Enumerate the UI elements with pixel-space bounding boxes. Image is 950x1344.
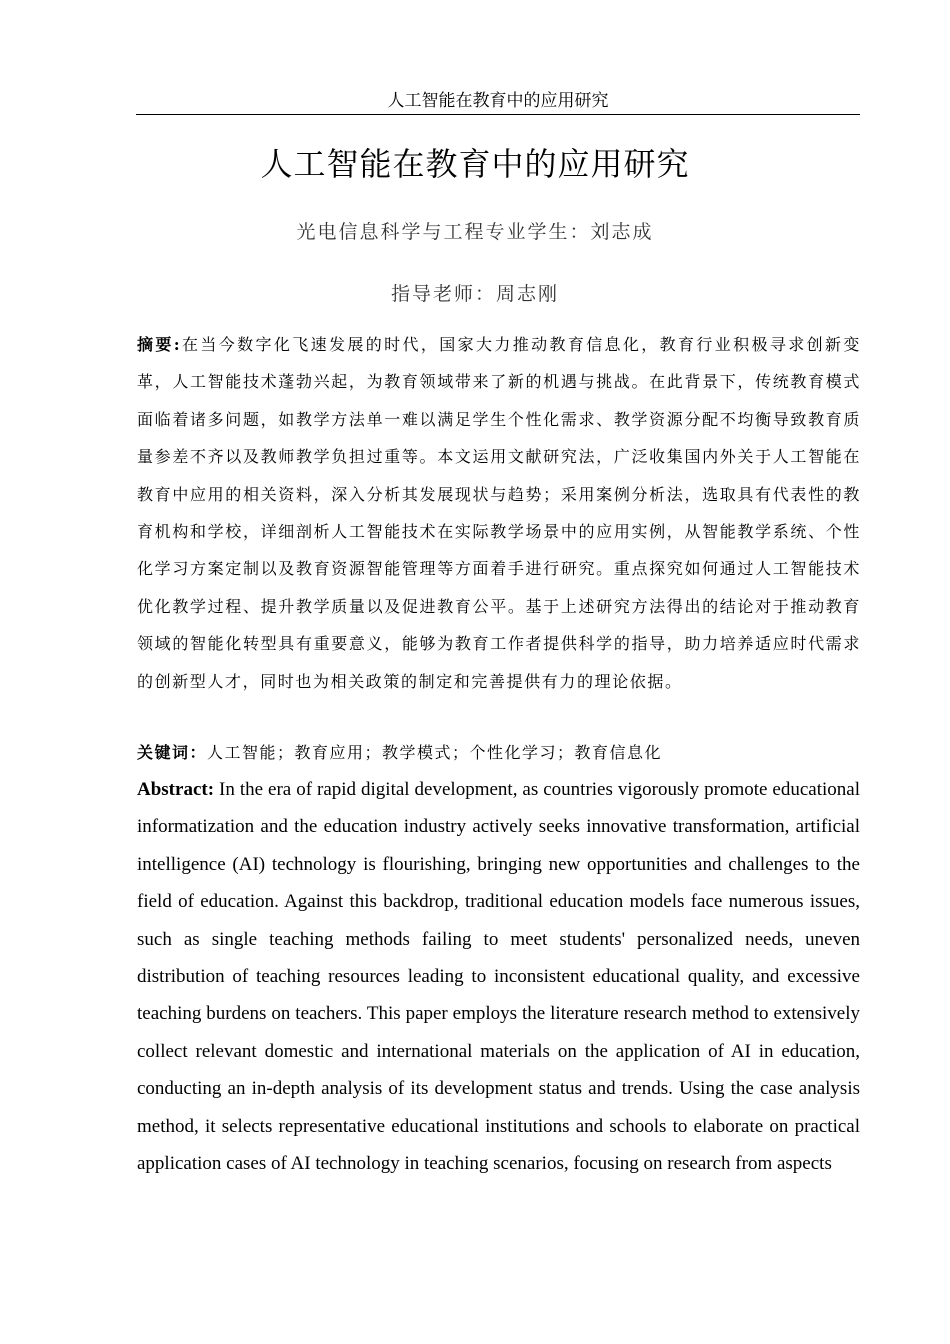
- paper-title: 人工智能在教育中的应用研究: [260, 145, 690, 183]
- advisor-line: 指导老师：周志刚: [390, 283, 559, 305]
- chinese-abstract-text: 在当今数字化飞速发展的时代，国家大力推动教育信息化，教育行业积极寻求创新变革，人工智能技术蓬勃兴起，为教育领域带来了新的机遇与挑战。在此背景下，传统教育模式面临着诸多问题，如教学方法单一难以满足学生个性化需求、教学资源分配不均衡导致教育质量参差不齐以及教师教学负担过重等。本文运用文献研究法，广泛收集国内外关于人工智能在教育中应用的相关资料，深入分析其发展现状与趋势；采用案例分析法，选取具有代表性的教育机构和学校，详细剖析人工智能技术在实际教学场景中的应用实例，从智能教学系统、个性化学习方案定制以及教育资源智能管理等方面着手进行研究。重点探究如何通过人工智能技术优化教学过程、提升教学质量以及促进教育公平。基于上述研究方法得出的结论对于推动教育领域的智能化转型具有重要意义，能够为教育工作者提供科学的指导，助力培养适应时代需求的创新型人才，同时也为相关政策的制定和完善提供有力的理论依据。: [137, 335, 861, 691]
- english-abstract: [137, 771, 860, 1182]
- keywords-text: 人工智能；教育应用；教学模式；个性化学习；教育信息化: [207, 743, 663, 762]
- chinese-abstract-label: 摘要:: [137, 335, 182, 354]
- english-abstract-text: In the era of rapid digital development, as countries vigorously promote educational informatization and the education industry actively seeks innovative transformation, artificial intelligence (AI) technology is flourishing, bringing new opportunities and challenges to the field of education. Against this backdrop, traditional education models face numerous issues, such as single teaching methods failing to meet students' personalized needs, uneven distribution of teaching resources leading to inconsistent educational quality, and excessive teaching burdens on teachers. This paper employs the literature research method to extensively collect relevant domestic and international materials on the application of AI in education, conducting an in-depth analysis of its development status and trends. Using the case analysis method, it selects representative educational institutions and schools to elaborate on practical application cases of AI technology in teaching scenarios, focusing on research from aspects: [137, 779, 860, 1175]
- chinese-abstract: [137, 326, 861, 700]
- running-header: 人工智能在教育中的应用研究: [136, 90, 860, 115]
- keywords: [137, 736, 861, 770]
- keywords-label: 关键词：: [137, 743, 208, 762]
- author-line: 光电信息科学与工程专业学生：刘志成: [296, 221, 654, 243]
- english-abstract-label: Abstract:: [137, 779, 215, 800]
